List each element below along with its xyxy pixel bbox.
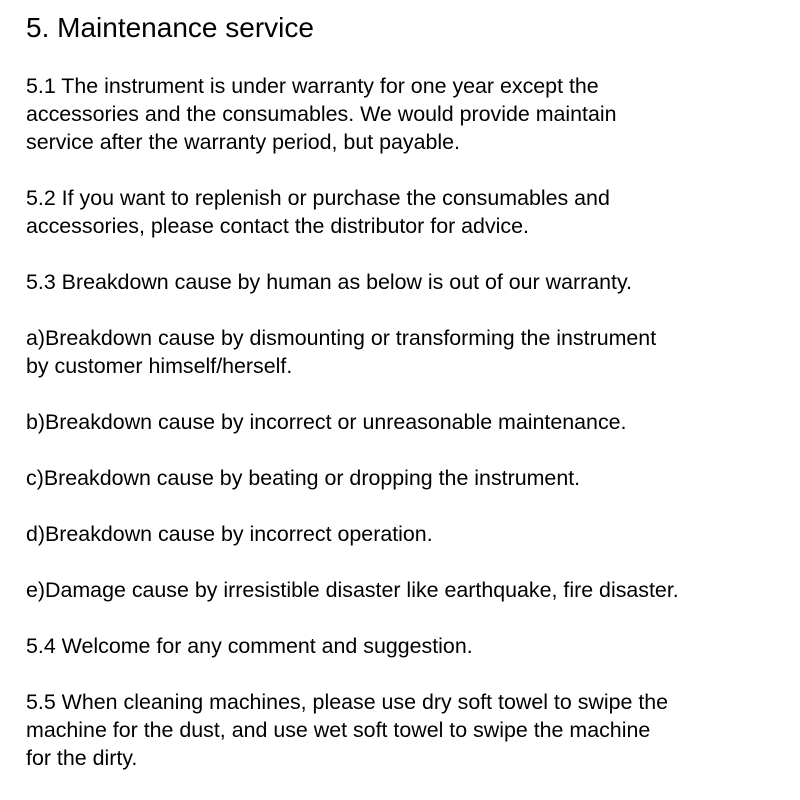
text-line: e)Damage cause by irresistible disaster like earthquake, fire disaster. [26, 578, 679, 602]
text-line: 5.3 Breakdown cause by human as below is out of our warranty. [26, 270, 632, 294]
text-line: b)Breakdown cause by incorrect or unreasonable maintenance. [26, 410, 627, 434]
list-item-d [26, 520, 774, 548]
text-line: 5.4 Welcome for any comment and suggestion. [26, 634, 473, 658]
text-line: c)Breakdown cause by beating or dropping the instrument. [26, 466, 581, 490]
text-line: service after the warranty period, but payable. [26, 130, 460, 154]
list-item-b [26, 408, 774, 436]
text-line: machine for the dust, and use wet soft towel to swipe the machine [26, 718, 651, 742]
text-line: accessories and the consumables. We would provide maintain [26, 102, 617, 126]
text-line: accessories, please contact the distributor for advice. [26, 214, 529, 238]
text-line: a)Breakdown cause by dismounting or transforming the instrument [26, 326, 657, 350]
paragraph-5-5 [26, 688, 774, 772]
paragraph-5-1 [26, 72, 774, 156]
paragraph-5-2 [26, 184, 774, 240]
text-line: 5.1 The instrument is under warranty for one year except the [26, 74, 599, 98]
paragraph-5-3 [26, 268, 774, 296]
list-item-c [26, 464, 774, 492]
list-item-e [26, 576, 774, 604]
paragraph-5-4 [26, 632, 774, 660]
list-item-a [26, 324, 774, 380]
text-line: 5.5 When cleaning machines, please use dry soft towel to swipe the [26, 690, 669, 714]
text-line: for the dirty. [26, 746, 138, 770]
text-line: d)Breakdown cause by incorrect operation. [26, 522, 433, 546]
text-line: 5.2 If you want to replenish or purchase the consumables and [26, 186, 610, 210]
section-title: 5. Maintenance service [26, 12, 314, 43]
text-line: by customer himself/herself. [26, 354, 293, 378]
